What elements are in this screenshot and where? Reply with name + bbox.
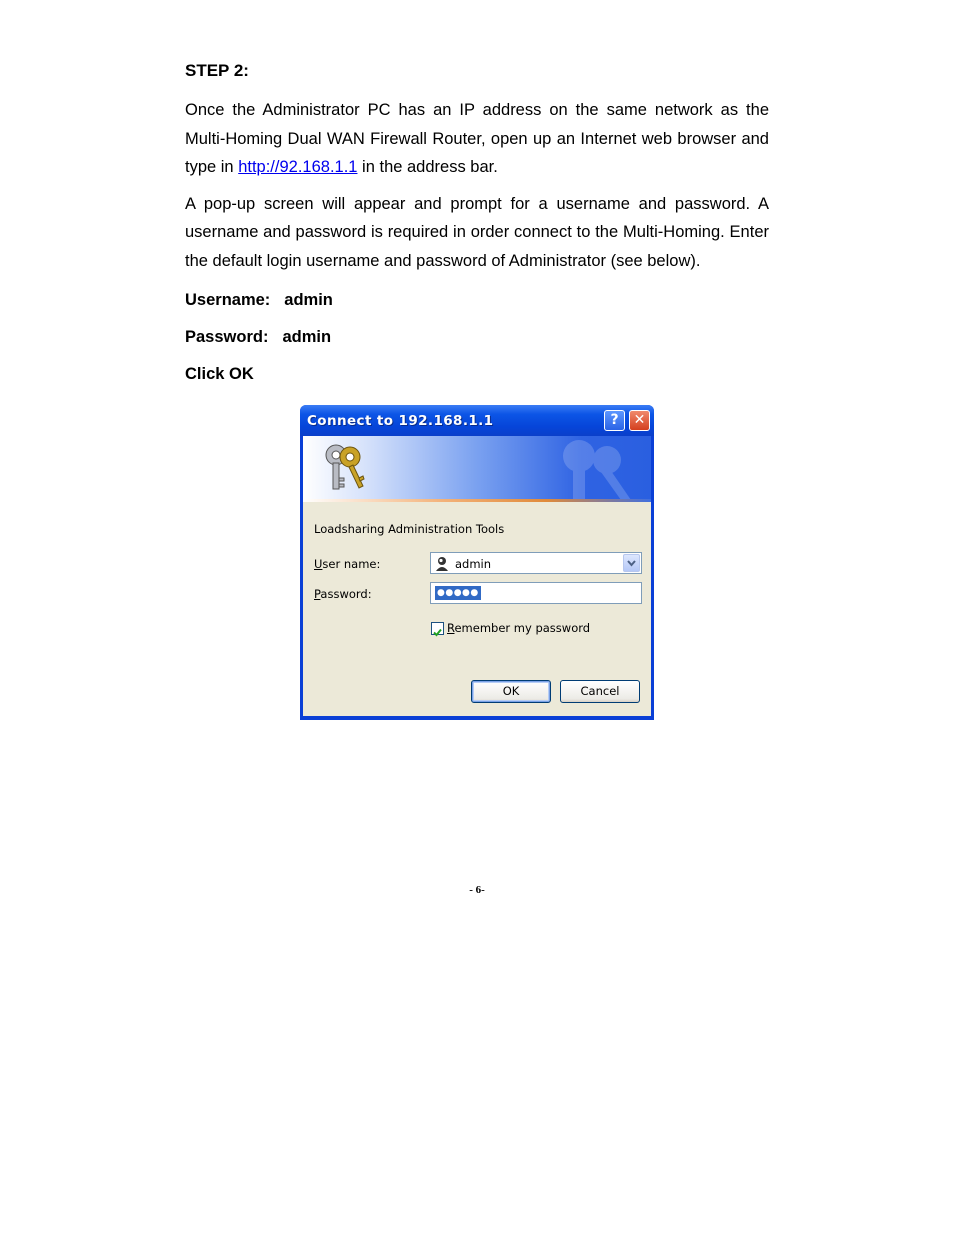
- password-input[interactable]: [430, 582, 642, 604]
- remember-label-accel: R: [447, 621, 455, 635]
- instruction-paragraph-1: [185, 96, 769, 182]
- dropdown-arrow-icon: [624, 555, 639, 571]
- click-ok-instruction: Click OK: [185, 365, 254, 383]
- password-line: [185, 326, 769, 348]
- password-field-label: [314, 587, 372, 601]
- password-value: admin: [282, 328, 332, 346]
- user-name-label-accel: U: [314, 557, 323, 571]
- password-mask: ●●●●●: [437, 588, 479, 598]
- keys-icon: [319, 442, 371, 496]
- user-name-value: admin: [455, 557, 492, 571]
- user-name-dropdown-button[interactable]: [623, 554, 640, 572]
- remember-password-checkbox[interactable]: [431, 622, 444, 635]
- remember-label-rest: emember my password: [454, 621, 591, 635]
- user-name-combobox[interactable]: [430, 552, 642, 574]
- router-address-link[interactable]: http://92.168.1.1: [238, 158, 358, 176]
- checkmark-icon: [432, 627, 443, 638]
- close-button[interactable]: ✕: [629, 410, 650, 431]
- username-label: Username:: [185, 291, 271, 309]
- user-name-label: [314, 557, 380, 571]
- page-number: - 6-: [469, 884, 485, 896]
- password-label-accel: P: [314, 587, 321, 601]
- user-name-label-rest: ser name:: [322, 557, 381, 571]
- help-button[interactable]: ?: [604, 410, 625, 431]
- dialog-body: [303, 502, 651, 716]
- user-icon: [435, 556, 449, 571]
- password-label: Password:: [185, 328, 269, 346]
- remember-password-label[interactable]: [447, 621, 590, 635]
- document-body: [185, 58, 769, 385]
- ok-button[interactable]: OK: [471, 680, 551, 703]
- dialog-titlebar[interactable]: [300, 405, 654, 436]
- instruction-paragraph-2: A pop-up screen will appear and prompt for a username and password. A username and password is required in order connect to the Multi-Homing. Enter the default login username and password of Administrator (see below).: [185, 194, 769, 270]
- para1-text-before: Once the Administrator PC has an IP address on the same network as the Multi-Homing Dual WAN Firewall Router, open up an Internet web browser and type in: [185, 101, 769, 176]
- dialog-title: Connect to 192.168.1.1: [307, 413, 494, 429]
- dialog-description: Loadsharing Administration Tools: [314, 522, 505, 536]
- cancel-button[interactable]: Cancel: [560, 680, 640, 703]
- dialog-banner: [303, 436, 651, 501]
- username-value: admin: [284, 291, 333, 309]
- keys-watermark-icon: [539, 438, 639, 500]
- para1-text-after: in the address bar.: [357, 158, 498, 176]
- username-line: [185, 289, 769, 311]
- password-label-rest: assword:: [320, 587, 372, 601]
- step-heading: STEP 2:: [185, 61, 249, 80]
- login-dialog: [300, 405, 654, 720]
